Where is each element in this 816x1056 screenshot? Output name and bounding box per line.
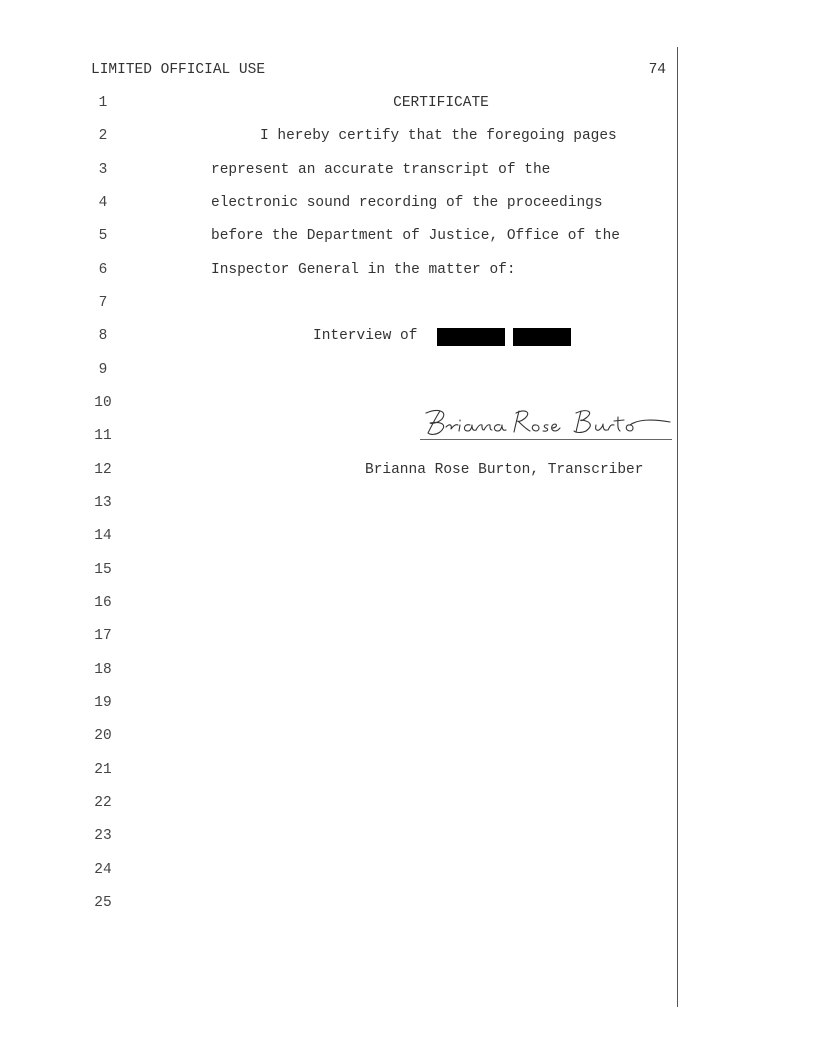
line-number: 2 — [98, 128, 108, 144]
classification-header: LIMITED OFFICIAL USE — [91, 62, 266, 78]
line-number: 4 — [98, 195, 108, 211]
certificate-text-line: electronic sound recording of the proceedings — [211, 195, 603, 211]
page-number: 74 — [648, 62, 666, 78]
line-number: 21 — [94, 762, 112, 778]
redaction-box — [437, 328, 505, 346]
line-number: 13 — [94, 495, 112, 511]
certificate-text-line: Inspector General in the matter of: — [211, 262, 516, 278]
line-number: 24 — [94, 862, 112, 878]
line-number: 11 — [94, 428, 112, 444]
certificate-text-line: represent an accurate transcript of the — [211, 162, 551, 178]
line-number: 9 — [98, 362, 108, 378]
certificate-title: CERTIFICATE — [393, 95, 489, 111]
line-number: 16 — [94, 595, 112, 611]
redaction-box — [513, 328, 571, 346]
line-number: 10 — [94, 395, 112, 411]
right-margin-rule — [677, 47, 678, 1007]
line-number: 18 — [94, 662, 112, 678]
line-number: 14 — [94, 528, 112, 544]
signature-line — [420, 439, 672, 440]
certificate-text-line: I hereby certify that the foregoing pages — [260, 128, 617, 144]
line-number: 19 — [94, 695, 112, 711]
line-number: 25 — [94, 895, 112, 911]
certificate-text-line: before the Department of Justice, Office of the — [211, 228, 620, 244]
line-number: 23 — [94, 828, 112, 844]
line-number: 20 — [94, 728, 112, 744]
interview-label: Interview of — [313, 328, 418, 344]
line-number: 5 — [98, 228, 108, 244]
line-number: 7 — [98, 295, 108, 311]
line-number: 1 — [98, 95, 108, 111]
transcriber-name: Brianna Rose Burton, Transcriber — [365, 462, 644, 478]
line-number: 8 — [98, 328, 108, 344]
line-number: 17 — [94, 628, 112, 644]
line-number: 15 — [94, 562, 112, 578]
line-number: 3 — [98, 162, 108, 178]
line-number: 12 — [94, 462, 112, 478]
line-number: 22 — [94, 795, 112, 811]
signature — [418, 405, 674, 441]
line-number: 6 — [98, 262, 108, 278]
